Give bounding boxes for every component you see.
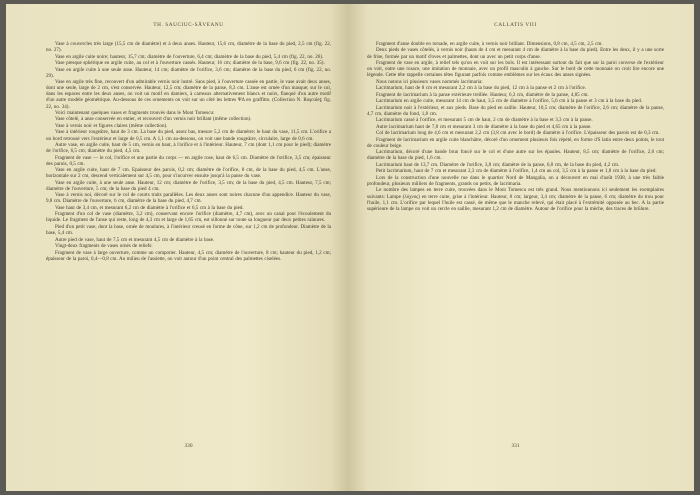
paragraph: Vase en argile cuite, haut de 7 cm. Epaisseur des parois, 0,2 cm; diamètre de l'orifice, 8 cm, de la base du pied, 4,5 cm. L'anse, horizontale sur 2 cm, descend verticalement sur 4,5 cm, pour s'incurver ensuite jusqu'à la panse du vase. — [46, 167, 331, 180]
paragraph: Lacrimarium en argile cuite, mesurant 14 cm de haut, 3,5 cm de diamètre à l'orifice, 5,6 cm à la panse et 3 cm à la base du pied. — [376, 98, 643, 105]
paragraph: Vase en argile cuite à une seule anse. Hauteur, 14 cm; diamètre de l'orifice, 3,6 cm; diamètre de la base du pied, 6 cm (fig. 22, no. 29). — [46, 66, 331, 79]
paragraph: Fragment de vase en argile, à relief tels qu'on en voit sur les bols. Il est intéressant surtout du fait que sur la paroi convexe de l'extérieur on voit, outre une rosace, une imitation de monnaie, avec un profil masculin à gauche. Sur le bord de cette monnaie on croit lire encore une légende. Cette tête rappelle certaines têtes figurant parfois comme emblèmes sur les écaux des anses signées. — [367, 60, 664, 79]
paragraph: Fragment d'anse double en torsade, en argile cuite, à vernis noir brillant. Dimensions, 0,8 cm, 4,5 cm, 2,5 cm. — [376, 41, 603, 47]
paragraph: Autre lacrimarium haut de 7,8 cm et mesurant 3 cm de diamètre à la base du pied et 4,65 cm à la panse. — [376, 123, 592, 130]
paragraph: Vase en argile cuite, à une seule anse. Hauteur, 12 cm; diamètre de l'orifice, 3,5 cm; de la base du pied, 4,5 cm. Hauteur, 7,5 cm; diamètre de l'ouverture, 5 cm; de la base du pied 4 cm. — [46, 179, 331, 192]
paragraph: Lacrimarium cassé à l'orifice, et mesurant 5 cm de haut, 2 cm de diamètre à la base et 3,3 cm à la panse. — [376, 117, 593, 124]
right-page — [347, 4, 694, 491]
paragraph: Fragment de lacrimarium en argile cuite blanchâtre, décoré d'un ornement plusieurs fois répété, en forme d'S latin entre deux points, le tout de couleur beige. — [367, 136, 664, 149]
paragraph: Vase à vernis noir et figures claires (même collection). — [55, 122, 168, 129]
page-number-left: 330 — [184, 443, 193, 449]
paragraph: Autre vase, en argile cuite, haut de 5 cm, vernis en haut, à l'orifice et à l'intérieur. Hauteur, 7 cm (dont 1,1 cm pour le pied); diamètre de l'orifice, 6,5 cm; diamètre du pied, 4,5 cm. — [46, 142, 331, 155]
paragraph: Vase à couvercles très large (15,5 cm de diamètre) et à deux anses. Hauteur, 15,6 cm, diamètre de la base du pied, 2,5 cm (fig. 22, no. 27). — [46, 41, 331, 54]
paragraph: Vase en argile très fine, recouvert d'un admirable vernis noir lustré. Sans pied, à l'ouverture cassée en partie, le vase avait deux anses, dont une seule, large de 2 cm, s'est conservée. Hauteur, 12,5 cm; diamètre de la panse, 8,3 cm. L'anse est ornée d'un masque; sur le col, dans les espaces entre les deux anses, on voit un motif en damiers, à carreaux alternativement blancs et noirs, flanqué d'un autre motif d'un autre modèle géométrique. Au-dessous de ces ornements on voit sur un côté les lettres ΨΔ en graffitto. (Collection N. Roşculeţ; fig. 22, no. 34). — [46, 79, 331, 110]
page-number-right: 331 — [511, 443, 520, 449]
paragraph: Fragment de vase — le col, l'orifice et une partie du corps — en argile rose, haut de 6,5 cm. Diamètre de l'orifice, 3,5 cm; épaisseur des parois, 0,5 cm. — [46, 154, 331, 167]
paragraph: Vase à vernis noi, décoré sur le col de courts traits parallèles. Les deux anses sont noires chacune d'un appendice. Hauteur du vase, 9,8 cm. Diamètre de l'ouverture, 6 cm, diamètre de la base du pied, 4,7 cm. — [46, 192, 331, 205]
paragraph: Vingt-deux fragments de vases ornés de reliefs: — [55, 243, 153, 250]
paragraph: Lacrimarium haut de 13,7 cm. Diamètre de l'orifice, 3,8 cm; diamètre de la panse, 6,8 cm, de la base du pied, 4,2 cm. — [376, 161, 620, 168]
paragraph: Vase à intérieur rougeâtre, haut de 3 cm. La base du pied, assez bas, mesure 5,2 cm de diamètre; le haut du vase, 11,5 cm. L'orifice a un bord retrousé vers l'extérieur et large de 0,5 cm. A 1,1 cm au-dessous, on voit une bande rougeâtre, circulaire, large de 0,6 cm. — [46, 129, 331, 142]
paragraph: Fragment de lacrimarium à la panse extérieure treillée. Hauteur, 6,3 cm, diamètre de la panse, 4,85 cm. — [376, 91, 589, 98]
paragraph: Vase haut de 3,4 cm, et mesurant 6,2 cm de diamètre à l'orifice et 6,5 cm à la base du pied. — [55, 204, 244, 211]
paragraph: Nous notons ici plusieurs vases nommés lacrimaria: — [376, 78, 483, 85]
paragraph: Col de lacrimarium long de 4,6 cm et mesurant 2,2 cm (3,8 cm avec le bord) de diamètre à l'orifice. L'épaisseur des parois est de 0,3 cm. — [376, 130, 660, 137]
paragraph: Voici maintenant quelques vases et fragments trouvés dans le Mont Tomescu: — [55, 109, 215, 116]
left-page-text — [46, 41, 331, 262]
paragraph: Lors de la construction d'une nouvelle rue dans le quartier Nord de Mangalia, on a découvert en mai d'août 1938, à une très faible profondeur, plusieurs milliers de fragments, grands ou petits, de lacrimaria. — [367, 174, 664, 187]
paragraph: Fragment d'un col de vase (diamètre, 3,2 cm), conservant encore l'orifice (diamètre, 4,7 cm), avec un canal pour l'écoulement du liquide. Le fragment de l'anse qui reste, long de 4,3 cm et large de 1,65 cm, est sillonné sur toute sa longueur par deux petites rainures. — [46, 211, 331, 224]
book-spread — [6, 4, 694, 491]
paragraph: Vase en argile cuite noire; hauteur, 15,7 cm; diamètre de l'ouverture, 6,4 cm; diamètre de la base du pied, 5,4 cm (fig. 22, no. 26). — [55, 53, 324, 60]
paragraph: Lacrimarium noir à l'extérieur, et aux pieds. Base du pied en saillie. Hauteur, 10,5 cm; diamètre de l'orifice, 2,6 cm; diamètre de la panse, 4,7 cm, diamètre du fond, 1,8 cm. — [367, 104, 664, 117]
paragraph: Vase côtelé, à anse conservée en entier, et recouvert d'un vernis noir brillant (même collection). — [55, 116, 252, 123]
paragraph: Petit lacrimarium, haut de 7 cm et mesurant 2,3 cm de diamètre à l'orifice, 1,4 cm au col, 3,5 cm à la panse et 1,8 cm à la base du pied. — [376, 168, 657, 175]
left-page — [6, 4, 347, 491]
paragraph: Pied d'un petit vase, dont la base, ornée de moulures, à l'intérieur creusé en forme de cône, sur 1,2 cm de profondeur. Diamètre de la base, 5,4 cm. — [46, 223, 331, 237]
running-head-left: TH. SAUCIUC-SĂVEANU — [153, 22, 224, 28]
right-page-text — [367, 41, 664, 212]
paragraph: Autre pied de vase, haut de 7,5 cm et mesurant 4,5 cm de diamètre à la base. — [55, 236, 215, 243]
paragraph: Le nombre des lampes en terre cuite, trouvées dans le Mont Tomescu est très grand. Nous mentionnons ici seulement les exemplaires suivants: Lampe (λύχνος) en terre cuite, grise à l'intérieur. Hauteur, 8 cm; largeur, 3,4 cm; diamètre de la panse, 6 cm; diamètre du trou pour l'huile, 1,1 cm. L'orifice par lequel l'huile est cassé, de même que le manche relevé, qui était placé à l'extrémité opposée au bec. A la partie supérieure de la lampe on voit un cercle en saillie, mesurant 1,2 cm de diamètre. Autour de l'orifice pour la mèche, des traces de brûlure. — [367, 187, 664, 212]
paragraph: Vase presque sphérique en argile cuite, au col et à l'ouverture cassés. Hauteur, 16 cm; diamètre de la base, 9,6 cm (fig. 22, no. 35). — [55, 60, 325, 67]
paragraph: Fragment de vase à large ouverture, comme un compotier. Hauteur, 4,5 cm; diamètre de l'ouverture, 8 cm; hauteur du pied, 1,2 cm; épaisseur de la paroi, 0,4—0,8 cm. Au milieu de l'assiette, on voit autour d'un point central des palmettes ciselées. — [46, 249, 331, 262]
running-head-right: CALLATIS VIII — [494, 22, 537, 28]
paragraph: Lacrimarium, haut de 8 cm et mesurant 2,2 cm à la base du pied, 12 cm à la panse et 2 cm à l'orifice. — [376, 85, 587, 92]
paragraph: Deux pieds de vases côtelés, à vernis noir (hauts de 4 cm et mesurant 4 cm de diamètre à la base du pied). Entre les deux, il y a une sorte de frise, formée par un motif d'oves et palmettes, dont un avec un petit corps d'anse. — [367, 47, 664, 60]
paragraph: Lacrimarium, décoré d'une bande brun foncé sur le col et d'une autre sur les épaules. Hauteur, 8,5 cm; diamètre de l'orifice, 2,6 cm; diamètre de la base du pied, 1,6 cm. — [367, 149, 664, 162]
